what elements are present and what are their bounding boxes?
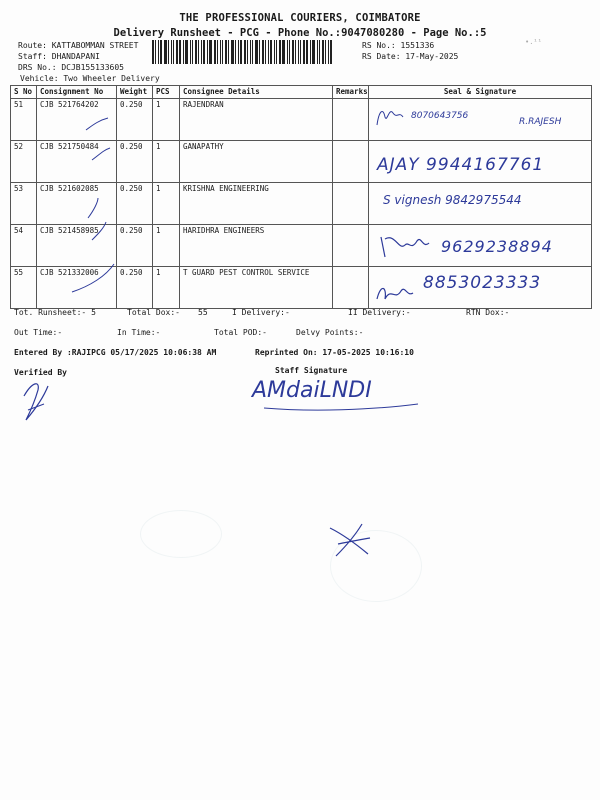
- cell-remarks: [333, 267, 369, 309]
- company-title: THE PROFESSIONAL COURIERS, COIMBATORE: [179, 12, 421, 24]
- cell-pcs: 1: [153, 99, 180, 141]
- signature-phone: 9629238894: [441, 237, 553, 256]
- col-consignee: Consignee Details: [180, 86, 333, 99]
- signature-cell: [369, 267, 592, 309]
- cell-sno: 52: [11, 141, 37, 183]
- staff-signature-handwriting: AMdaiLNDI: [252, 378, 372, 403]
- route-label: Route: KATTABOMMAN STREET: [18, 41, 139, 50]
- cell-remarks: [333, 183, 369, 225]
- rtn-dox-label: RTN Dox:-: [466, 308, 510, 317]
- cell-remarks: [333, 99, 369, 141]
- entered-by: Entered By :RAJIPCG 05/17/2025 10:06:38 AM: [14, 348, 217, 357]
- cell-consignee: HARIDHRA ENGINEERS: [180, 225, 333, 267]
- tot-runsheet: Tot. Runsheet:- 5: [14, 308, 96, 317]
- cell-remarks: [333, 225, 369, 267]
- signature-cell: [369, 225, 592, 267]
- col-weight: Weight: [117, 86, 153, 99]
- cell-pcs: 1: [153, 267, 180, 309]
- total-pod-label: Total POD:-: [214, 328, 267, 337]
- cell-sno: 51: [11, 99, 37, 141]
- total-dox-label: Total Dox:-: [127, 308, 180, 317]
- cell-consignment: CJB 521764202: [37, 99, 117, 141]
- cell-weight: 0.250: [117, 267, 153, 309]
- vehicle-label: Vehicle: Two Wheeler Delivery: [20, 74, 160, 83]
- staff-signature-label: Staff Signature: [275, 366, 348, 375]
- cell-sno: 55: [11, 267, 37, 309]
- signature-handwriting: AJAY 9944167761: [377, 155, 545, 175]
- col-sno: S No: [11, 86, 37, 99]
- cell-weight: 0.250: [117, 225, 153, 267]
- col-signature: Seal & Signature: [369, 86, 592, 99]
- signature-phone: 8070643756: [411, 111, 469, 121]
- delivery-tick-marks: [70, 110, 120, 300]
- corner-mark: •.¹¹: [525, 38, 542, 46]
- cell-consignee: RAJENDRAN: [180, 99, 333, 141]
- ii-delivery-label: II Delivery:-: [348, 308, 411, 317]
- table-header-row: [11, 86, 592, 99]
- cell-sno: 54: [11, 225, 37, 267]
- staff-signature-underline: [262, 400, 422, 414]
- delvy-points-label: Delvy Points:-: [296, 328, 364, 337]
- col-pcs: PCS: [153, 86, 180, 99]
- cell-weight: 0.250: [117, 141, 153, 183]
- out-time-label: Out Time:-: [14, 328, 63, 337]
- cell-consignment: CJB 521602085: [37, 183, 117, 225]
- cell-consignee: KRISHNA ENGINEERING: [180, 183, 333, 225]
- signature-cell: [369, 141, 592, 183]
- col-consignment: Consignment No: [37, 86, 117, 99]
- col-remarks: Remarks: [333, 86, 369, 99]
- cell-consignee: T GUARD PEST CONTROL SERVICE: [180, 267, 333, 309]
- staff-label: Staff: DHANDAPANI: [18, 52, 100, 61]
- signature-scribble: [379, 231, 439, 261]
- cell-remarks: [333, 141, 369, 183]
- cell-consignee: GANAPATHY: [180, 141, 333, 183]
- signature-cell: [369, 183, 592, 225]
- cell-pcs: 1: [153, 141, 180, 183]
- signature-cell: [369, 99, 592, 141]
- signature-name: R.RAJESH: [519, 117, 562, 127]
- verified-signature-scribble: [18, 376, 58, 426]
- signature-scribble: [373, 103, 413, 133]
- cell-pcs: 1: [153, 225, 180, 267]
- barcode: [152, 40, 334, 64]
- reprinted-on: Reprinted On: 17-05-2025 10:16:10: [255, 348, 414, 357]
- rs-date-label: RS Date: 17-May-2025: [362, 52, 459, 61]
- cell-sno: 53: [11, 183, 37, 225]
- verified-by-label: Verified By: [14, 368, 67, 377]
- signature-handwriting: S vignesh 9842975544: [383, 193, 522, 207]
- drs-label: DRS No.: DCJB155133605: [18, 63, 124, 72]
- faint-stamp: [140, 510, 222, 558]
- cell-consignment: CJB 521458985: [37, 225, 117, 267]
- signature-phone: 8853023333: [423, 273, 542, 293]
- cross-scribble: [326, 520, 376, 560]
- total-dox-value: 55: [198, 308, 208, 317]
- in-time-label: In Time:-: [117, 328, 161, 337]
- cell-weight: 0.250: [117, 183, 153, 225]
- i-delivery-label: I Delivery:-: [232, 308, 290, 317]
- rs-no-label: RS No.: 1551336: [362, 41, 435, 50]
- cell-consignment: CJB 521332006: [37, 267, 117, 309]
- cell-consignment: CJB 521750484: [37, 141, 117, 183]
- runsheet-subtitle: Delivery Runsheet - PCG - Phone No.:9047080280 - Page No.:5: [113, 27, 487, 39]
- cell-weight: 0.250: [117, 99, 153, 141]
- cell-pcs: 1: [153, 183, 180, 225]
